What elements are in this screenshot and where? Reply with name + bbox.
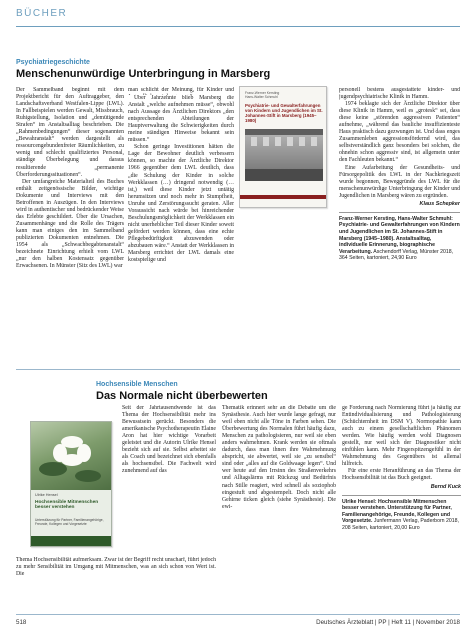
article2-separator: [342, 495, 461, 496]
footer-rule: [16, 614, 460, 615]
article1-column-1: [16, 87, 124, 352]
article1-col2-para: man schlicht der Meinung, für Kinder und: [128, 87, 234, 93]
article1-column-2: [128, 95, 234, 353]
article2-col3-para: ge Forderung nach Normierung führt ja häufig zur Entindividualisierung und Pathologisierung (Schüchternheit im DSM V). Normopathie kann auch zu einem gesellschaftlichen Phänomen werden. Wie häufig werden wohl Diagnosen gestellt, nur weil sich der Diagnostiker nicht einfühlen kann. Mehr Fingerspitzengefühl in der Wahrnehmung des Gegenübers ist allemal hilfreich.: [342, 405, 461, 468]
cover2-bar: [31, 536, 111, 546]
article2-column-1b: [16, 557, 216, 595]
article1-col3-para: 1974 beklagte sich der Ärztliche Direktor über diese Klinik in Hamm, weil es „grotesk“ sei, dass diese keine „störenden aggressiven Patienten“ aufnehme, „während das bauliche insuffizienteste Haus praktisch dazu gezwungen ist. Und dass enges Zusammenleben aggressionsfördernd wird, das selbstverständlich ganz besonders bei solchen, die ohnehin schon aggressiv sind, ist allgemein unter den Fachleuten bekannt.“: [339, 101, 460, 164]
article1-col2-para: Schon geringe Investitionen hätten die Lage der Bewohner deutlich verbessern können, so machte der Ärztliche Direktor 1966 gegenüber dem LWL deutlich, dass „die Schulung der Kinder in solche Werkklassen (…) dringend notwendig (… ist,) weil diese Kinder jetzt untätig herumsitzen und noch mehr in Stumpfheit, Unruhe und Zerstörungssucht geraten. Aller Voraussicht nach würde bei hinreichender Beschulungsmöglichkeit der Werkklassen ein nicht unerheblicher Teil dieser Kinder soweit gefördert werden können, dass eine echte Pflegebedürftigkeit abzuwenden oder abzubauen wäre.“ Anstatt der Werkklassen in Marsberg errichtet der LWL damals eine kostspielige und: [128, 144, 234, 264]
article1-column-2-top: [128, 87, 234, 95]
article1-col3-para: Eine Aufarbeitung der Gesundheits- und Fürsorgepolitik des LWL in der Nachkriegszeit wurde begonnen, Beweggründe des LWL für die menschenunwürdige Unterbringung der Kinder und Jugendlichen in Marsberg wären zu ergründen.: [339, 164, 460, 199]
article1-kicker: Psychiatriegeschichte: [16, 59, 90, 66]
article1-col1-para: Der umfangreiche Materialteil des Buches enthält zeitgenössische Bilder, wichtige Dokumente und Interviews mit den Betroffenen in Auszügen. In den Interviews wird in authentischer und bedrückender Weise das Erlebte geschildert. Über die Ursachen, Zusammenhänge und die Rolle des Trägers kann man einiges den im Sammelband publizierten Dokumenten entnehmen. Die 1954 als „Schwachbegabtenanstalt“ bezeichnete Einrichtung erhielt vom LWL „nur den halben Kostensatz gegenüber Erwachsenen. In Münster (Sitz des LWL) war: [16, 178, 124, 270]
article2-col1-para: Seit der Jahrtausendwende ist das Thema der Hochsensibilität mehr ins Bewusstsein gerückt. Besonders die amerikanische Psychotherapeutin Elaine Aron hat hier wichtige Vorarbeit geleistet und die Autorin Ulrike Hensel bezieht sich auf sie. Selbst arbeitet sie als Coach und bezeichnet sich ebenfalls als hochsensibel. Die Fachwelt wird zunehmend auf das: [122, 405, 216, 475]
article2-col2-para: Thematik erinnert sehr an die Debatte um die Synästhesie. Auch hier wurde lange gefragt, nur weil eben nicht alle Töne in Farben sehen. Die Überbewertung des Normalen führt häufig dazu, Menschen zu pathologisieren, nur weil sie eben anders wahrnehmen. Krank werden sie oftmals dadurch, dass man ihnen ihre Wahrnehmung abspricht, sie abwertet, weil sie „zu sensibel“ sind oder „alles auf die Goldwaage legen“. Und wer heute auf den Irrsinn des Straßenverkehrs und Alltagslärms mit Rückzug und Bedürfnis nach Stille reagiert, wird schnell als soziophob eingestuft und abgestempelt. Doch nicht alle Gehirne ticken gleich (siehe Synästhesie). Die ewi-: [222, 405, 336, 510]
article2-col1b-para: Thema Hochsensibilität aufmerksam. Zwar ist der Begriff recht unscharf, führt jedoch zu mehr Sensibilität im Umgang mit Mitmenschen, was an sich schon von Wert ist. Die: [16, 557, 216, 578]
cover2-author: Ulrike Hensel: [35, 493, 58, 497]
article1-column-3: [339, 87, 460, 359]
cover1-photo: [245, 129, 323, 181]
section-label: BÜCHER: [16, 8, 68, 19]
top-rule: [16, 26, 460, 27]
cover2-subtitle: Unterstützung für Partner, Familienangehörige, Freunde, Kollegen und Vorgesetzte: [35, 518, 104, 526]
book-cover-marsberg: [239, 86, 327, 208]
page-number: 518: [16, 619, 27, 626]
article2-column-1a: [122, 405, 216, 557]
article1-col2-para: Über Jahrzehnte blieb Marsberg die Anstalt „welche aufnehmen müsse“, obwohl nach Aussage des Ärztlichen Direktors „den entsprechenden Abteilungen der Hauptverwaltung die Schwierigkeiten durch meine ständigen Hinweise bekannt sein müssen.“: [128, 95, 234, 144]
article1-col3-para: personell bestens ausgestattete kinder- und jugendpsychiatrische Klinik in Hamm.: [339, 87, 460, 101]
article1-separator: [339, 212, 460, 213]
cover1-authors: Franz-Werner Kersting Hans-Walter Schmuhl: [245, 91, 280, 99]
article2-column-3: [342, 405, 461, 610]
article2-kicker: Hochsensible Menschen: [96, 381, 178, 388]
book-cover-hochsensible: [30, 421, 112, 547]
article1-author: Klaus Schepker: [419, 200, 460, 207]
article2-column-2: [222, 405, 336, 605]
article1-headline: Menschenunwürdige Unterbringung in Marsberg: [16, 68, 271, 80]
cover2-title: Hochsensible Mitmenschen besser verstehen: [35, 500, 99, 511]
cover2-photo: [31, 422, 111, 490]
article1-bookinfo: Franz-Werner Kersting, Hans-Walter Schmuhl: Psychiatrie- und Gewalterfahrungen von Kindern und Jugendlichen im St. Johannes-Stift in Marsberg (1945–1980). Anstaltsalltag, individuelle Erinnerung, biographische Verarbeitung. Aschendorff Verlag, Münster 2018, 364 Seiten, kartoniert, 24,90 Euro: [339, 215, 460, 262]
cover1-title: Psychiatrie- und Gewalterfahrungen von Kindern und Jugendlichen im St. Johannes-Stift in Marsberg (1945–1980): [245, 103, 323, 123]
journal-info: Deutsches Ärzteblatt | PP | Heft 11 | November 2018: [316, 619, 460, 626]
cover1-bar: [240, 195, 326, 199]
article2-bookinfo: Ulrike Hensel: Hochsensible Mitmenschen besser verstehen. Unterstützung für Partner, Familienangehörige, Freunde, Kollegen und Vorgesetzte. Junfermann Verlag, Paderborn 2018, 208 Seiten, kartoniert, 20,00 Euro: [342, 498, 459, 531]
article2-author: Bernd Kuck: [430, 483, 461, 490]
mid-rule: [16, 369, 460, 370]
article1-col1-para: Der Sammelband beginnt mit dem Projektbericht für den Auftraggeber, den Landschaftsverband Westfalen-Lippe (LWL). In Fallbeispielen werden Gewalt, Missbrauch, Ruhigstellung, Isolation und „demütigende Strafen“ im Anstaltsalltag beschrieben. Die „Rahmenbedingungen“ dieser sogenannten „Bewahranstalt“ werden dargestellt als ressourcengebundenfreier Räumlichkeiten, zu wenig und schlecht qualifiziertes Personal, ständige Überbelegung und daraus resultierende „permanente Überforderungssituationen“.: [16, 87, 124, 178]
article2-headline: Das Normale nicht überbewerten: [96, 390, 268, 402]
article2-col3-para: Für eine erste Heranführung an das Thema der Hochsensibilität ist das Buch geeignet.: [342, 468, 461, 482]
